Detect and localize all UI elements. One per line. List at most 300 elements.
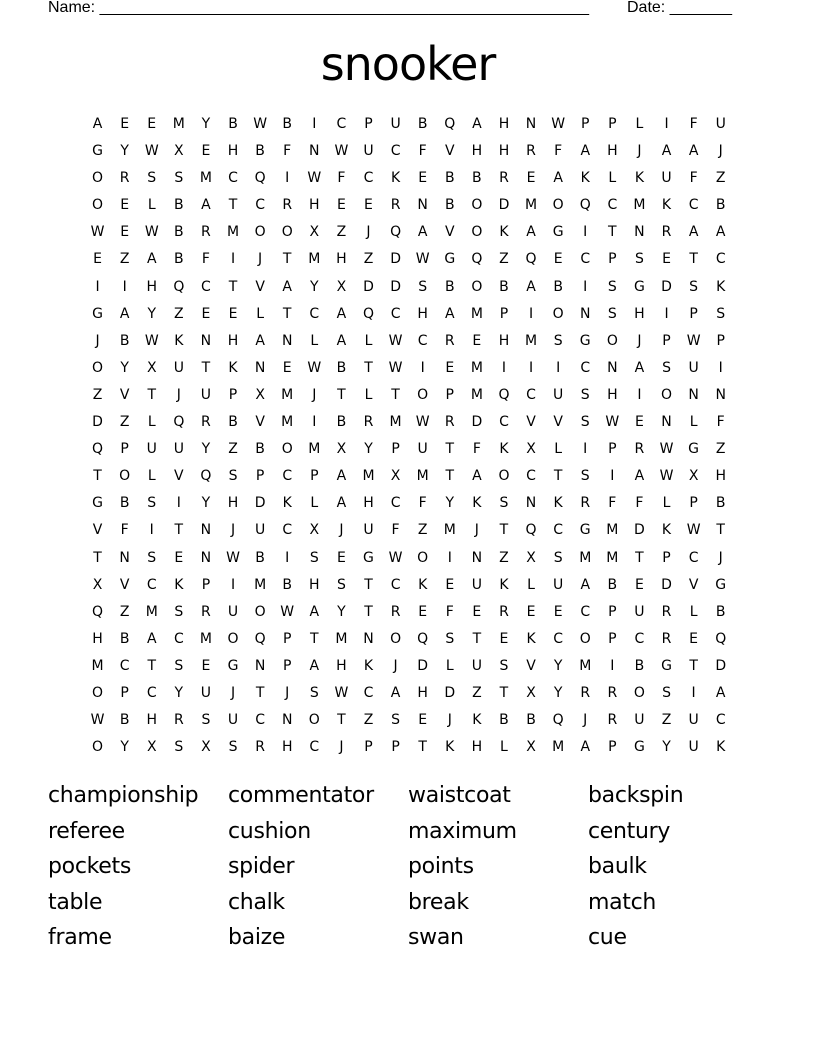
grid-cell: H	[92, 630, 103, 647]
grid-cell: B	[228, 116, 238, 132]
grid-cell: O	[254, 603, 266, 620]
word-list-item: swan	[408, 925, 464, 950]
grid-cell: B	[715, 495, 726, 512]
grid-cell: W	[388, 359, 403, 376]
grid-cell: H	[363, 495, 374, 512]
word-list-item: commentator	[228, 783, 374, 808]
grid-cell: X	[336, 278, 347, 295]
grid-cell: J	[474, 522, 479, 539]
grid-cell: J	[176, 386, 181, 403]
grid-cell: A	[336, 468, 347, 485]
grid-cell: L	[608, 170, 617, 187]
grid-cell: R	[580, 684, 591, 701]
grid-cell: F	[554, 143, 563, 160]
grid-cell: E	[499, 630, 509, 647]
grid-cell: W	[659, 468, 674, 485]
grid-cell: K	[526, 630, 536, 647]
grid-cell: H	[227, 332, 239, 349]
grid-cell: C	[309, 739, 320, 756]
grid-cell: E	[336, 197, 346, 214]
grid-cell: M	[389, 414, 402, 431]
word-list-item: waistcoat	[408, 783, 511, 808]
grid-cell: H	[471, 143, 483, 160]
grid-cell: O	[471, 197, 483, 214]
grid-cell: M	[335, 630, 348, 647]
grid-cell: A	[526, 224, 536, 241]
grid-cell: D	[498, 197, 510, 214]
grid-cell: Y	[120, 739, 129, 756]
grid-cell: A	[282, 278, 292, 295]
grid-cell: A	[309, 603, 320, 620]
grid-cell: O	[552, 197, 564, 214]
grid-cell: H	[471, 739, 483, 756]
grid-cell: Y	[310, 278, 319, 295]
grid-cell: I	[637, 386, 642, 403]
grid-cell: J	[230, 522, 236, 539]
grid-cell: F	[445, 603, 454, 620]
grid-cell: H	[309, 197, 320, 214]
grid-cell: X	[336, 441, 347, 458]
grid-cell: H	[146, 712, 157, 729]
grid-cell: Z	[119, 603, 130, 620]
grid-cell: X	[255, 386, 265, 403]
grid-cell: V	[255, 278, 265, 295]
grid-cell: H	[227, 495, 239, 512]
grid-cell: O	[661, 386, 673, 403]
date-field-label: Date: _______	[627, 0, 732, 16]
grid-cell: I	[583, 224, 588, 241]
grid-cell: D	[390, 278, 401, 295]
grid-cell: B	[526, 712, 536, 729]
grid-cell: J	[718, 143, 723, 160]
grid-cell: T	[282, 305, 292, 322]
grid-cell: L	[500, 739, 508, 756]
grid-cell: R	[499, 170, 509, 187]
grid-cell: S	[445, 630, 455, 647]
grid-cell: I	[420, 359, 425, 376]
grid-cell: Q	[92, 441, 104, 458]
grid-cell: P	[581, 116, 590, 132]
grid-cell: M	[172, 116, 185, 132]
grid-cell: P	[499, 305, 509, 322]
grid-cell: P	[689, 495, 698, 512]
grid-cell: B	[336, 414, 347, 431]
grid-cell: J	[230, 684, 236, 701]
puzzle-title: snooker	[320, 37, 496, 91]
grid-cell: U	[254, 522, 266, 539]
grid-cell: Z	[661, 712, 672, 729]
grid-cell: A	[336, 305, 347, 322]
grid-cell: L	[364, 386, 373, 403]
word-list-item: referee	[48, 818, 125, 844]
grid-cell: C	[390, 576, 401, 593]
grid-cell: M	[145, 603, 158, 620]
grid-cell: Z	[92, 386, 103, 403]
grid-cell: Y	[201, 116, 211, 132]
grid-cell: P	[608, 603, 617, 620]
grid-cell: S	[634, 251, 644, 268]
grid-cell: G	[92, 495, 103, 512]
grid-cell: W	[307, 359, 322, 376]
grid-cell: D	[444, 684, 456, 701]
grid-cell: G	[92, 305, 103, 322]
grid-cell: F	[472, 441, 481, 458]
grid-cell: W	[90, 712, 105, 729]
grid-cell: T	[445, 468, 455, 485]
grid-cell: P	[282, 657, 292, 674]
grid-cell: R	[607, 712, 618, 729]
grid-cell: C	[580, 359, 591, 376]
grid-cell: A	[146, 251, 157, 268]
grid-cell: T	[445, 441, 455, 458]
word-list-item: frame	[48, 925, 112, 950]
grid-cell: S	[174, 739, 184, 756]
grid-cell: T	[716, 522, 725, 539]
grid-cell: K	[634, 170, 645, 187]
grid-cell: B	[715, 197, 726, 214]
word-list-item: backspin	[588, 783, 684, 808]
grid-cell: F	[120, 522, 129, 539]
grid-cell: X	[526, 684, 536, 701]
grid-cell: O	[417, 549, 429, 566]
grid-cell: C	[390, 305, 401, 322]
grid-cell: W	[280, 603, 295, 620]
grid-cell: T	[337, 386, 346, 403]
grid-cell: T	[255, 684, 265, 701]
grid-cell: E	[445, 359, 455, 376]
grid-cell: E	[228, 305, 238, 322]
grid-cell: G	[715, 576, 727, 593]
grid-cell: V	[526, 657, 536, 674]
grid-cell: O	[281, 224, 293, 241]
grid-cell: C	[688, 549, 699, 566]
grid-cell: K	[580, 170, 590, 187]
grid-cell: B	[255, 143, 265, 160]
grid-cell: W	[415, 251, 430, 268]
grid-cell: Z	[417, 522, 428, 539]
grid-cell: P	[201, 576, 211, 593]
grid-cell: K	[174, 576, 184, 593]
grid-cell: E	[418, 603, 428, 620]
grid-cell: M	[552, 739, 565, 756]
grid-cell: Y	[445, 495, 455, 512]
grid-cell: M	[470, 386, 483, 403]
grid-cell: S	[336, 576, 346, 593]
grid-cell: O	[390, 630, 402, 647]
grid-cell: C	[282, 522, 293, 539]
grid-cell: A	[309, 657, 320, 674]
grid-cell: L	[689, 603, 698, 620]
grid-cell: I	[447, 549, 452, 566]
grid-cell: I	[528, 305, 534, 322]
grid-cell: Q	[525, 522, 537, 539]
grid-cell: J	[637, 332, 642, 349]
grid-cell: T	[174, 522, 184, 539]
grid-cell: C	[173, 630, 184, 647]
grid-cell: K	[553, 495, 563, 512]
grid-cell: E	[147, 116, 157, 132]
grid-cell: P	[228, 386, 238, 403]
grid-cell: Z	[363, 712, 374, 729]
grid-cell: P	[391, 441, 400, 458]
grid-cell: C	[553, 522, 564, 539]
grid-cell: A	[553, 170, 563, 187]
grid-cell: M	[525, 197, 538, 214]
grid-cell: C	[201, 278, 211, 295]
grid-cell: Z	[472, 684, 482, 701]
grid-cell: D	[634, 522, 645, 539]
grid-cell: G	[633, 739, 645, 756]
grid-cell: H	[146, 278, 157, 295]
grid-cell: I	[718, 359, 723, 376]
grid-cell: X	[688, 468, 699, 485]
grid-cell: J	[312, 386, 317, 403]
grid-cell: O	[92, 170, 104, 187]
grid-cell: Q	[92, 603, 104, 620]
grid-cell: P	[608, 251, 617, 268]
grid-cell: C	[255, 197, 265, 214]
grid-cell: J	[285, 684, 290, 701]
grid-cell: R	[661, 603, 672, 620]
grid-cell: V	[255, 414, 265, 431]
grid-cell: U	[553, 386, 564, 403]
grid-cell: K	[499, 576, 509, 593]
grid-cell: S	[689, 278, 699, 295]
grid-cell: O	[633, 684, 645, 701]
grid-cell: J	[393, 657, 398, 674]
grid-cell: K	[363, 657, 374, 674]
grid-cell: T	[553, 468, 563, 485]
grid-cell: T	[635, 549, 644, 566]
grid-cell: I	[176, 495, 181, 512]
word-list-item: cushion	[228, 818, 311, 844]
grid-cell: B	[174, 224, 184, 241]
grid-cell: L	[147, 197, 156, 214]
grid-cell: T	[608, 224, 617, 241]
grid-cell: I	[583, 278, 588, 295]
grid-cell: T	[201, 359, 211, 376]
grid-cell: L	[662, 495, 671, 512]
grid-cell: U	[688, 359, 699, 376]
grid-cell: U	[146, 441, 157, 458]
grid-cell: G	[579, 522, 591, 539]
grid-cell: B	[255, 549, 265, 566]
grid-cell: C	[580, 251, 591, 268]
grid-cell: F	[283, 143, 292, 160]
grid-cell: N	[254, 359, 266, 376]
grid-cell: I	[610, 468, 615, 485]
grid-cell: Z	[119, 251, 130, 268]
grid-cell: H	[336, 251, 347, 268]
grid-cell: S	[309, 549, 319, 566]
grid-cell: I	[583, 441, 588, 458]
grid-cell: D	[254, 495, 266, 512]
grid-cell: S	[228, 739, 238, 756]
grid-cell: E	[418, 712, 428, 729]
grid-cell: E	[526, 603, 536, 620]
grid-cell: E	[120, 224, 130, 241]
grid-cell: J	[718, 549, 723, 566]
grid-cell: Z	[336, 224, 347, 241]
grid-cell: M	[470, 359, 483, 376]
grid-cell: O	[308, 712, 320, 729]
grid-cell: T	[689, 657, 698, 674]
grid-cell: I	[95, 278, 100, 295]
grid-cell: U	[688, 739, 699, 756]
grid-cell: M	[281, 414, 294, 431]
grid-cell: K	[716, 278, 726, 295]
grid-cell: E	[634, 576, 644, 593]
grid-cell: P	[662, 549, 671, 566]
grid-cell: U	[471, 576, 482, 593]
word-list-item: spider	[228, 854, 295, 879]
grid-cell: K	[716, 739, 726, 756]
grid-cell: I	[312, 116, 317, 132]
grid-cell: K	[472, 495, 482, 512]
grid-cell: S	[309, 684, 319, 701]
grid-cell: C	[119, 657, 130, 674]
grid-cell: A	[526, 278, 536, 295]
grid-cell: J	[637, 143, 642, 160]
grid-cell: C	[146, 576, 157, 593]
grid-cell: W	[659, 441, 674, 458]
grid-cell: B	[282, 116, 292, 132]
grid-cell: S	[662, 684, 671, 701]
grid-cell: R	[526, 143, 536, 160]
grid-cell: B	[417, 116, 428, 132]
grid-cell: A	[472, 468, 482, 485]
grid-cell: N	[579, 305, 591, 322]
grid-cell: H	[281, 739, 293, 756]
grid-cell: M	[308, 441, 321, 458]
grid-cell: R	[661, 630, 672, 647]
grid-cell: U	[471, 657, 482, 674]
grid-cell: X	[146, 359, 157, 376]
grid-cell: L	[527, 576, 535, 593]
word-list-item: championship	[48, 783, 199, 808]
grid-cell: C	[634, 630, 645, 647]
grid-cell: L	[256, 305, 265, 322]
grid-cell: R	[173, 712, 184, 729]
grid-cell: N	[200, 522, 212, 539]
grid-cell: W	[144, 332, 159, 349]
grid-cell: D	[661, 576, 672, 593]
grid-cell: P	[255, 468, 265, 485]
grid-cell: W	[551, 116, 566, 132]
grid-cell: N	[417, 197, 428, 214]
grid-cell: D	[715, 657, 727, 674]
grid-cell: Q	[715, 630, 727, 647]
grid-cell: J	[339, 522, 344, 539]
grid-cell: M	[579, 657, 592, 674]
grid-cell: P	[120, 441, 129, 458]
grid-cell: C	[417, 332, 428, 349]
grid-cell: R	[607, 684, 618, 701]
grid-cell: W	[307, 170, 322, 187]
grid-cell: R	[390, 197, 401, 214]
grid-cell: W	[144, 143, 159, 160]
grid-cell: M	[226, 224, 240, 241]
grid-cell: T	[689, 251, 698, 268]
grid-cell: E	[120, 116, 130, 132]
grid-cell: E	[553, 603, 563, 620]
grid-cell: S	[607, 305, 617, 322]
grid-cell: W	[90, 224, 105, 241]
grid-cell: N	[119, 549, 130, 566]
grid-cell: T	[337, 712, 346, 729]
grid-cell: T	[364, 359, 373, 376]
grid-cell: W	[144, 224, 159, 241]
grid-cell: T	[418, 739, 427, 756]
grid-cell: N	[200, 332, 212, 349]
grid-cell: Q	[254, 630, 266, 647]
grid-cell: E	[634, 414, 644, 431]
grid-cell: A	[472, 116, 482, 132]
grid-cell: C	[580, 603, 591, 620]
grid-cell: U	[553, 576, 564, 593]
grid-cell: Y	[201, 495, 211, 512]
grid-cell: N	[688, 386, 699, 403]
grid-cell: F	[608, 495, 617, 512]
grid-cell: B	[282, 576, 292, 593]
grid-cell: M	[362, 468, 375, 485]
word-list-item: chalk	[228, 889, 285, 915]
grid-cell: E	[472, 332, 482, 349]
grid-cell: S	[174, 603, 184, 620]
grid-cell: K	[390, 170, 401, 187]
grid-cell: C	[255, 712, 265, 729]
grid-cell: K	[661, 522, 672, 539]
grid-cell: S	[580, 386, 590, 403]
grid-cell: S	[174, 657, 184, 674]
grid-cell: E	[553, 251, 563, 268]
grid-cell: C	[390, 143, 401, 160]
grid-cell: C	[607, 197, 618, 214]
grid-cell: P	[364, 116, 373, 132]
grid-cell: U	[634, 603, 645, 620]
grid-cell: R	[390, 603, 401, 620]
grid-cell: K	[418, 576, 428, 593]
grid-cell: M	[443, 522, 456, 539]
grid-cell: I	[122, 278, 127, 295]
grid-cell: I	[610, 657, 615, 674]
grid-cell: B	[174, 251, 184, 268]
grid-cell: L	[445, 657, 454, 674]
grid-cell: O	[471, 224, 483, 241]
word-list-item: table	[48, 889, 103, 915]
grid-cell: T	[93, 549, 102, 566]
grid-cell: V	[174, 468, 184, 485]
grid-cell: O	[92, 197, 104, 214]
grid-cell: D	[471, 414, 483, 431]
grid-cell: Y	[147, 305, 157, 322]
name-field-label: Name: _______________________________________________________	[48, 0, 589, 16]
grid-cell: V	[92, 522, 103, 539]
grid-cell: Y	[553, 684, 563, 701]
grid-cell: M	[579, 549, 592, 566]
grid-cell: B	[634, 657, 645, 674]
grid-cell: B	[174, 197, 184, 214]
grid-cell: U	[417, 441, 428, 458]
grid-cell: K	[228, 359, 238, 376]
grid-cell: G	[552, 224, 564, 241]
grid-cell: Z	[119, 414, 130, 431]
grid-cell: K	[282, 495, 292, 512]
grid-cell: A	[201, 197, 211, 214]
grid-cell: X	[146, 739, 157, 756]
grid-cell: X	[526, 441, 536, 458]
grid-cell: G	[92, 143, 103, 160]
